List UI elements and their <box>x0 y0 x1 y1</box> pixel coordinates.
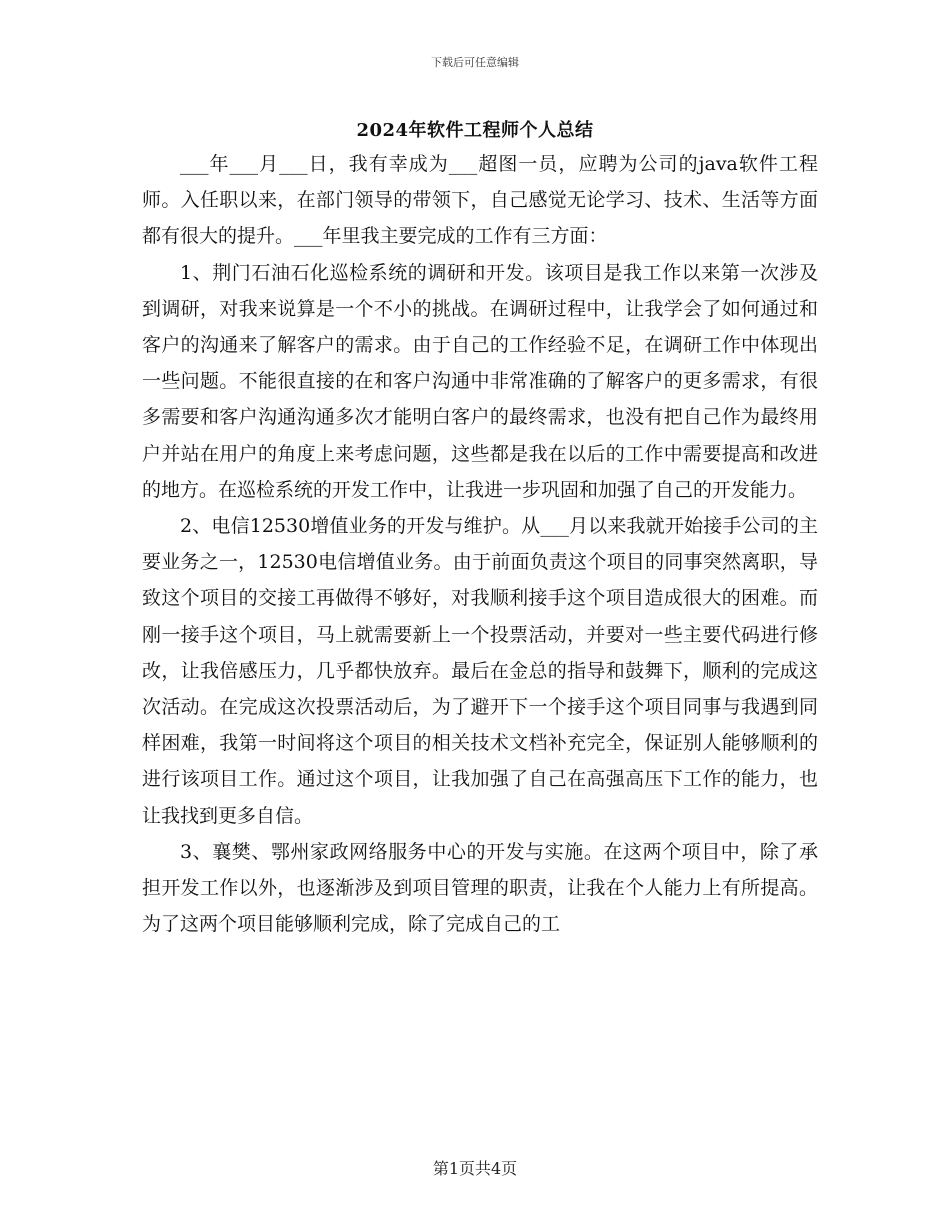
download-note: 下载后可任意编辑 <box>431 56 519 69</box>
document-title: 2024年软件工程师个人总结 <box>356 120 594 141</box>
paragraph-item-2: 2、电信12530增值业务的开发与维护。从___月以来我就开始接手公司的主要业务之一，12530电信增值业务。由于前面负责这个项目的同事突然离职，导致这个项目的交接工再做得不够好，对我顺利接手这个项目造成很大的困难。而刚一接手这个项目，马上就需要新上一个投票活动，并要对一些主要代码进行修改，让我倍感压力，几乎都快放弃。最后在金总的指导和鼓舞下，顺利的完成这次活动。在完成这次投票活动后，为了避开下一个接手这个项目同事与我遇到同样困难，我第一时间将这个项目的相关技术文档补充完全，保证别人能够顺利的进行该项目工作。通过这个项目，让我加强了自己在高强高压下工作的能力，也让我找到更多自信。 <box>142 515 818 827</box>
page-number: 第1页共4页 <box>432 1159 518 1178</box>
paragraph-item-3: 3、襄樊、鄂州家政网络服务中心的开发与实施。在这两个项目中，除了承担开发工作以外，也逐渐涉及到项目管理的职责，让我在个人能力上有所提高。为了这两个项目能够顺利完成，除了完成自己的工 <box>142 840 818 936</box>
paragraph-item-1: 1、荆门石油石化巡检系统的调研和开发。该项目是我工作以来第一次涉及到调研，对我来说算是一个不小的挑战。在调研过程中，让我学会了如何通过和客户的沟通来了解客户的需求。由于自己的工作经验不足，在调研工作中体现出一些问题。不能很直接的在和客户沟通中非常准确的了解客户的更多需求，有很多需要和客户沟通沟通多次才能明白客户的最终需求，也没有把自己作为最终用户并站在用户的角度上来考虑问题，这些都是我在以后的工作中需要提高和改进的地方。在巡检系统的开发工作中，让我进一步巩固和加强了自己的开发能力。 <box>142 261 818 501</box>
paragraph-intro: ___年___月___日，我有幸成为___超图一员，应聘为公司的java软件工程师。入任职以来，在部门领导的带领下，自己感觉无论学习、技术、生活等方面都有很大的提升。___年里我主要完成的工作有三方面： <box>142 153 818 248</box>
document-body <box>142 146 818 942</box>
